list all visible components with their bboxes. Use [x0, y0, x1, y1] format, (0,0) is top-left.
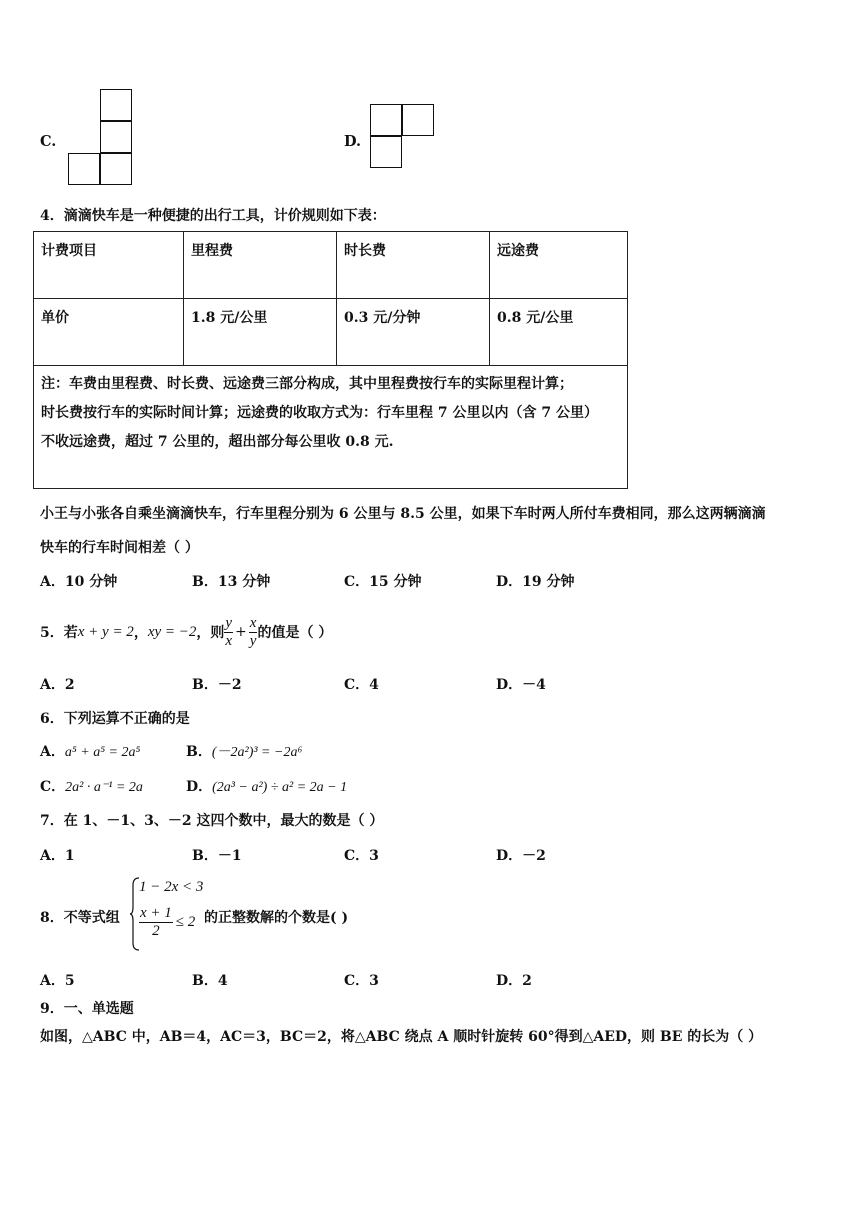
option-expression: (－2a²)³ = −2a⁶ — [211, 745, 303, 760]
q5-condition-2: xy = −2 — [147, 623, 197, 640]
note-line: 不收远途费，超过 7 公里的，超出部分每公里收 0.8 元. — [41, 434, 394, 450]
option-d-label: D. — [344, 133, 362, 150]
q5-option-a[interactable]: A．2 — [40, 677, 75, 693]
q8-option-d[interactable]: D．2 — [496, 973, 532, 989]
note-line: 注：车费由里程费、时长费、远途费三部分构成，其中里程费按行车的实际里程计算； — [41, 376, 573, 392]
table-header: 时长费 — [337, 232, 490, 299]
q4-option-a[interactable]: A．10 分钟 — [40, 574, 118, 590]
table-header: 计费项目 — [34, 232, 184, 299]
option-expression: a⁵ + a⁵ = 2a⁵ — [64, 745, 141, 760]
fraction-y-over-x — [224, 615, 233, 650]
q7-stem: 7．在 1、－1、3、－2 这四个数中，最大的数是（ ） — [40, 813, 384, 829]
fraction-denominator: y — [249, 632, 257, 649]
q6-stem: 6．下列运算不正确的是 — [40, 711, 190, 727]
fraction-x-over-y — [249, 615, 258, 650]
q6-option-d[interactable] — [186, 776, 347, 796]
q7-option-d[interactable]: D．－2 — [496, 848, 546, 864]
q4-question-line: 小王与小张各自乘坐滴滴快车，行车里程分别为 6 公里与 8.5 公里，如果下车时两人所付车费相同，那么这两辆滴滴 — [40, 506, 766, 522]
plus-sign: + — [235, 624, 247, 640]
table-cell: 1.8 元/公里 — [184, 299, 337, 366]
table-cell: 0.8 元/公里 — [490, 299, 628, 366]
inequality-system — [130, 877, 210, 953]
option-label: C． — [40, 779, 66, 795]
q5-separator: ， — [133, 625, 148, 641]
q5-option-b[interactable]: B．－2 — [192, 677, 242, 693]
fare-table — [33, 231, 628, 489]
option-expression: 2a² · a⁻¹ = 2a — [65, 780, 143, 795]
q6-option-a[interactable] — [40, 741, 140, 761]
option-label: A． — [40, 744, 65, 760]
figure-square — [370, 136, 402, 168]
q6-option-b[interactable] — [186, 741, 302, 761]
figure-square — [100, 153, 132, 185]
figure-square — [100, 89, 132, 121]
q7-option-b[interactable]: B．－1 — [192, 848, 242, 864]
table-header: 远途费 — [490, 232, 628, 299]
figure-square — [68, 153, 100, 185]
q5-suffix: 的值是（ ） — [257, 625, 333, 641]
fraction-numerator: x + 1 — [140, 905, 172, 921]
fraction-denominator: x — [225, 632, 233, 649]
q4-option-d[interactable]: D．19 分钟 — [496, 574, 575, 590]
note-line: 时长费按行车的实际时间计算；远途费的收取方式为：行车里程 7 公里以内（含 7 公里） — [41, 405, 598, 421]
q5-option-c[interactable]: C．4 — [344, 677, 379, 693]
q8-suffix: 的正整数解的个数是( ) — [204, 910, 349, 926]
table-cell: 0.3 元/分钟 — [337, 299, 490, 366]
fraction-numerator: x — [249, 614, 257, 631]
q8-prefix: 8．不等式组 — [40, 910, 120, 926]
q4-option-c[interactable]: C．15 分钟 — [344, 574, 422, 590]
option-label: B． — [186, 744, 212, 760]
q7-option-a[interactable]: A．1 — [40, 848, 75, 864]
q5-mid: ，则 — [196, 625, 225, 641]
figure-square — [402, 104, 434, 136]
table-header: 里程费 — [184, 232, 337, 299]
inequality-2 — [139, 905, 195, 940]
q5-prefix: 5．若 — [40, 625, 78, 641]
q4-question-line: 快车的行车时间相差（ ） — [40, 540, 199, 556]
q8-option-c[interactable]: C．3 — [344, 973, 379, 989]
option-expression: (2a³ − a²) ÷ a² = 2a − 1 — [212, 780, 348, 795]
q6-option-c[interactable] — [40, 776, 143, 796]
q9-stem: 如图，△ABC 中，AB＝4，AC＝3，BC＝2，将△ABC 绕点 A 顺时针旋转 60°得到△AED，则 BE 的长为（ ） — [40, 1029, 763, 1045]
inequality-relation: ≤ 2 — [175, 914, 196, 930]
figure-square — [100, 121, 132, 153]
fraction-x-plus-1-over-2 — [139, 905, 173, 940]
q5-option-d[interactable]: D．－4 — [496, 677, 546, 693]
q5-stem — [40, 610, 332, 654]
fraction-denominator: 2 — [152, 923, 160, 939]
q7-option-c[interactable]: C．3 — [344, 848, 379, 864]
inequality-1: 1 − 2x < 3 — [139, 879, 204, 895]
fraction-numerator: y — [225, 614, 233, 631]
q4-stem: 4．滴滴快车是一种便捷的出行工具，计价规则如下表： — [40, 208, 386, 224]
option-label: D． — [186, 779, 213, 795]
option-d-figure — [370, 104, 440, 174]
option-c-label: C. — [40, 133, 57, 150]
q9-heading: 9．一、单选题 — [40, 1001, 134, 1017]
figure-square — [370, 104, 402, 136]
table-note — [34, 366, 628, 489]
q4-option-b[interactable]: B．13 分钟 — [192, 574, 271, 590]
q5-condition-1: x + y = 2 — [77, 623, 134, 640]
option-c-figure — [68, 89, 138, 189]
table-cell: 单价 — [34, 299, 184, 366]
q8-option-b[interactable]: B．4 — [192, 973, 228, 989]
q8-option-a[interactable]: A．5 — [40, 973, 75, 989]
